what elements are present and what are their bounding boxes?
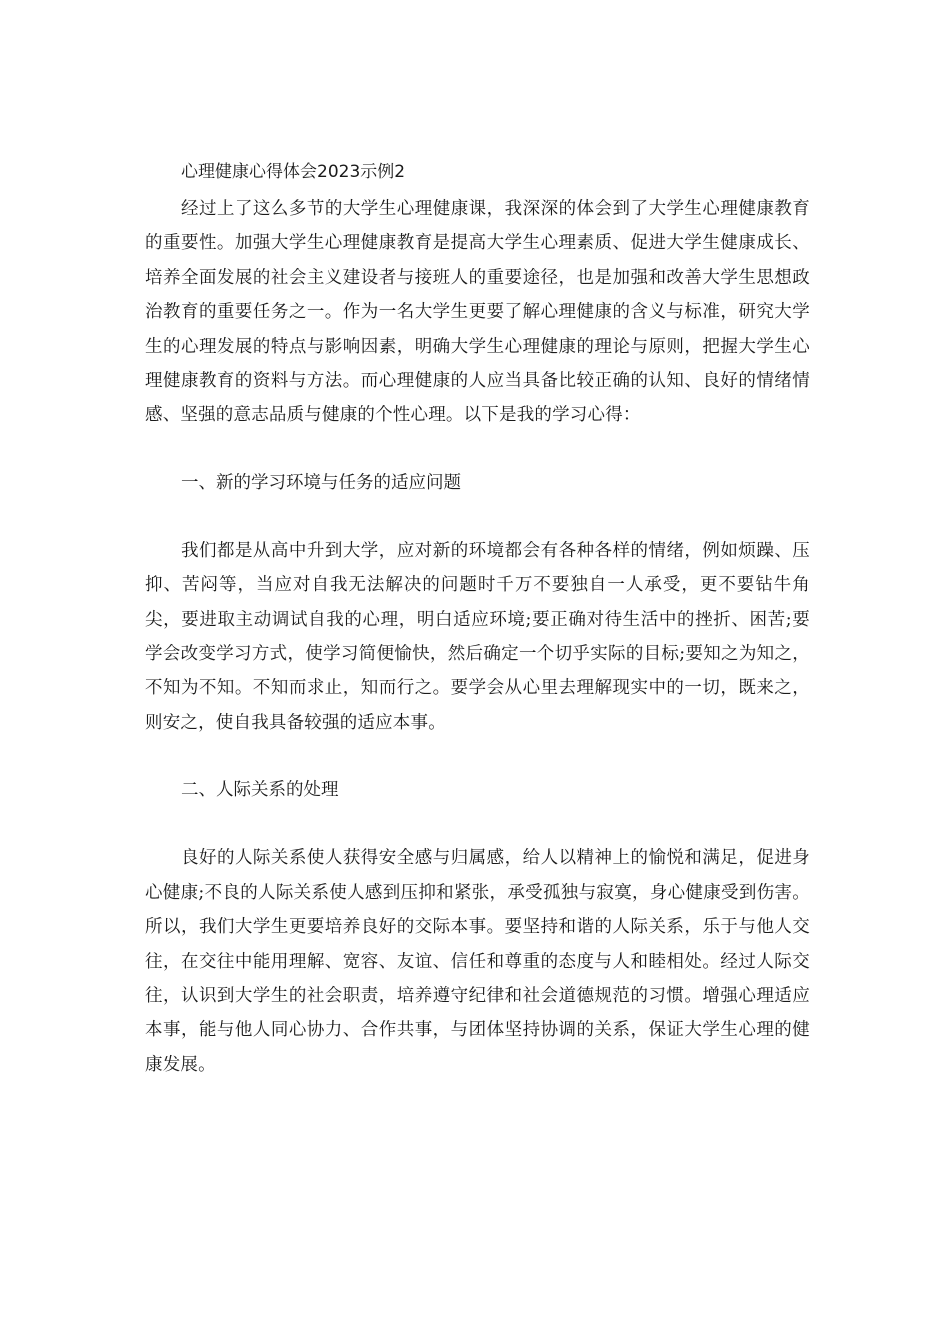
spacer bbox=[145, 807, 810, 841]
document-page bbox=[145, 152, 810, 1082]
document-title: 心理健康心得体会2023示例2 bbox=[181, 162, 406, 182]
spacer bbox=[145, 500, 810, 534]
section-heading: 一、新的学习环境与任务的适应问题 bbox=[181, 472, 461, 493]
spacer bbox=[145, 740, 810, 773]
section-paragraph: 我们都是从高中升到大学，应对新的环境都会有各种各样的情绪，例如烦躁、压抑、苦闷等，当应对自我无法解决的问题时千万不要独自一人承受，更不要钻牛角尖，要进取主动调试自我的心理，明白适应环境;要正确对待生活中的挫折、困苦;要学会改变学习方式，使学习简便愉快，然后确定一个切乎实际的目标;要知之为知之，不知为不知。不知而求止，知而行之。要学会从心里去理解现实中的一切，既来之，则安之，使自我具备较强的适应本事。 bbox=[145, 540, 810, 733]
spacer bbox=[145, 433, 810, 466]
intro-paragraph: 经过上了这么多节的大学生心理健康课，我深深的体会到了大学生心理健康教育的重要性。加强大学生心理健康教育是提高大学生心理素质、促进大学生健康成长、培养全面发展的社会主义建设者与接班人的重要途径，也是加强和改善大学生思想政治教育的重要任务之一。作为一名大学生更要了解心理健康的含义与标准，研究大学生的心理发展的特点与影响因素，明确大学生心理健康的理论与原则，把握大学生心理健康教育的资料与方法。而心理健康的人应当具备比较正确的认知、良好的情绪情感、坚强的意志品质与健康的个性心理。以下是我的学习心得： bbox=[145, 199, 810, 426]
section-heading: 二、人际关系的处理 bbox=[181, 780, 339, 801]
section-paragraph: 良好的人际关系使人获得安全感与归属感，给人以精神上的愉悦和满足，促进身心健康;不良的人际关系使人感到压抑和紧张，承受孤独与寂寞，身心健康受到伤害。所以，我们大学生更要培养良好的交际本事。要坚持和谐的人际关系，乐于与他人交往，在交往中能用理解、宽容、友谊、信任和尊重的态度与人和睦相处。经过人际交往，认识到大学生的社会职责，培养遵守纪律和社会道德规范的习惯。增强心理适应本事，能与他人同心协力、合作共事，与团体坚持协调的关系，保证大学生心理的健康发展。 bbox=[145, 848, 810, 1075]
